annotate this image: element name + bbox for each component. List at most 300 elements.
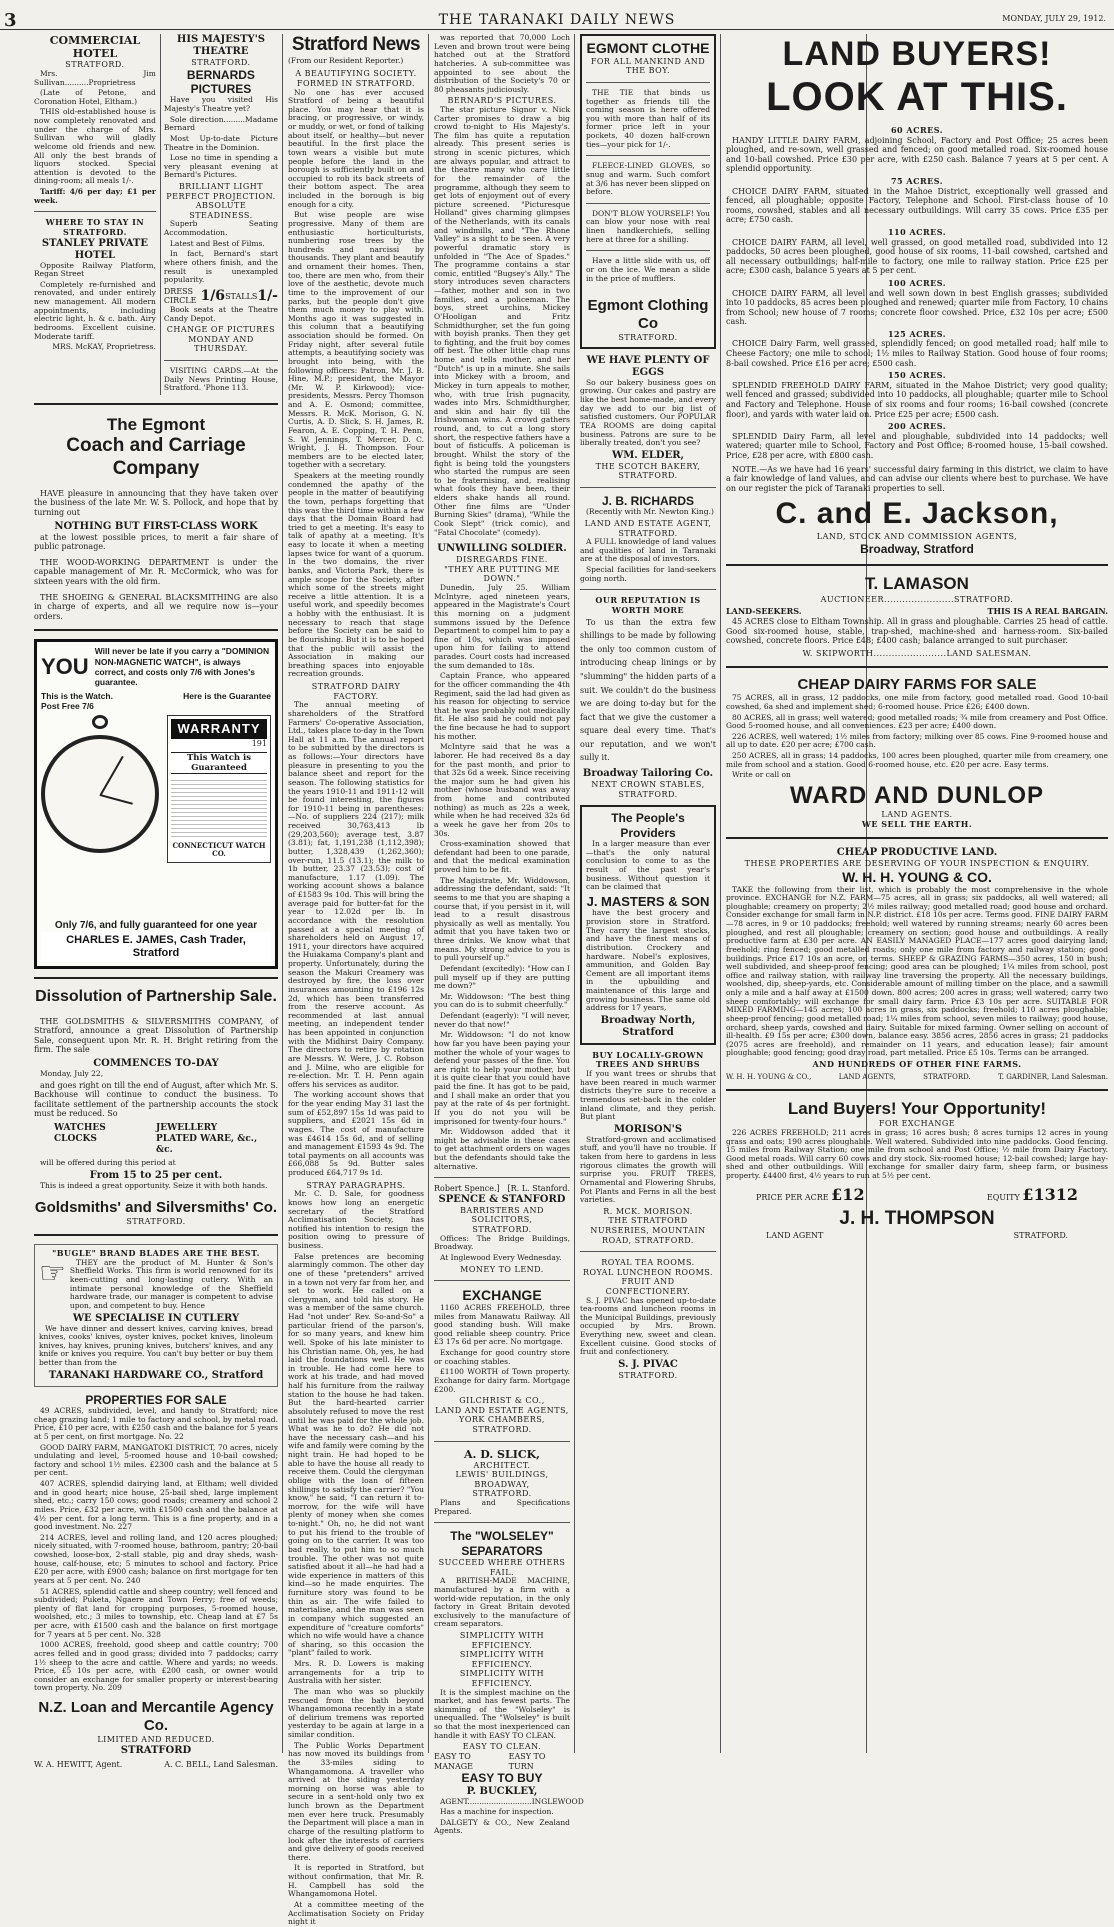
theatre-director: Sole direction.........Madame Bernard	[163, 114, 278, 133]
watch-tagline: Will never be late if you carry a "DOMINION NON-MAGNETIC WATCH", is always correct, and costs only 7/6 with Jones's guarantee.	[94, 646, 270, 687]
tailoring-ad	[580, 596, 716, 799]
trees-body: If you want trees or shrubs that have been reared in much warmer districts they're sure to receive a tremendous set-back in the colder inland climate, and they perish. But plant	[580, 1069, 716, 1122]
wolseley-succeed: SUCCEED WHERE OTHERS FAIL.	[438, 1558, 566, 1577]
newspaper-title: THE TARANAKI DAILY NEWS	[438, 12, 676, 28]
thompson-ad	[726, 1099, 1108, 1240]
thompson-place: STRATFORD.	[1013, 1230, 1068, 1240]
theatre-change: CHANGE OF PICTURES	[166, 325, 276, 335]
watch-price: Post Free 7/6	[41, 701, 94, 712]
thompson-footer	[766, 1231, 1068, 1241]
commercial-hotel-title: COMMERCIAL HOTEL	[49, 34, 141, 61]
loan-limited: LIMITED AND REDUCED.	[97, 1735, 215, 1745]
ward-sell: WE SELL THE EARTH.	[861, 818, 973, 829]
watch-heading	[41, 646, 271, 687]
lamason-sig: W. SKIPWORTH........................LAND SALESMAN.	[802, 648, 1032, 658]
productive-sub: THESE PROPERTIES ARE DESERVING OF YOUR INSPECTION & ENQUIRY.	[744, 859, 1090, 869]
equity-value: £1312	[1022, 1184, 1078, 1204]
razor-ad	[34, 1244, 278, 1386]
theatre-b3: ABSOLUTE STEADINESS.	[189, 201, 253, 220]
article-paragraph: Mrs. R. D. Lowers is making arrangements for a trip to Australia with her sister.	[288, 1659, 424, 1686]
warranty-banner: WARRANTY	[171, 719, 267, 739]
ward-dunlop-firm: WARD AND DUNLOP	[789, 781, 1045, 809]
coach-rest: at the lowest possible prices, to merit a fair share of public patronage.	[34, 532, 278, 552]
article-paragraph: was reported that 70,000 Loch Leven and brown trout were being hatched out at the Stratford hatcheries. A sub-committee was appointed to see about the distribution of the Society's 70 or 80 pheasants judiciously.	[434, 33, 570, 94]
tailoring-addr: NEXT CROWN STABLES,	[591, 780, 705, 790]
farm-heading: 150 ACRES.	[887, 370, 947, 381]
spence-at: At Inglewood Every Wednesday.	[440, 1252, 562, 1262]
column-1	[30, 34, 282, 1769]
wolseley-agent: P. BUCKLEY,	[466, 1785, 538, 1797]
clothe-company: Egmont Clothing Co	[587, 297, 709, 333]
wolseley-more: It is the simplest machine on the market, and has fewest parts. The skimming of the "Wolseley" is unequalled. The "Wolseley" is built so that the most inexperienced can handle it with EASY TO CLEAN.	[434, 1687, 570, 1740]
wolseley-buy: EASY TO BUY	[461, 1771, 543, 1786]
razor-title: "BUGLE" BRAND BLADES ARE THE BEST.	[52, 1248, 260, 1259]
item-clocks: CLOCKS	[54, 1133, 97, 1144]
farm-list	[726, 126, 1108, 461]
lamason-title: T. LAMASON	[865, 574, 969, 594]
page-number: 3	[4, 10, 17, 31]
clothe-ad	[580, 34, 716, 349]
providers-addr: Broadway North, Stratford	[600, 1014, 696, 1038]
razor-body-row	[39, 1255, 273, 1313]
warranty-company: CONNECTICUT WATCH CO.	[172, 841, 266, 859]
dissolution-title: Dissolution of Partnership Sale.	[35, 988, 277, 1006]
tea-l3: FRUIT AND CONFECTIONERY.	[605, 1277, 691, 1296]
hotel-place: STRATFORD.	[65, 60, 125, 70]
productive-hundreds: AND HUNDREDS OF OTHER FINE FARMS.	[812, 1059, 1022, 1070]
article-paragraph: Mr. Widdowson: "The best thing you can do is to submit cheerfully."	[434, 991, 570, 1010]
stanley-body: Completely re-furnished and renovated, and under entirely new management. All modern appointments, including electric light, h. & c. bath. Airy bedrooms. Excellent cuisine. Moderate tariff.	[34, 279, 156, 341]
theatre-prices	[164, 287, 278, 306]
dissolution-range: From 15 to 25 per cent.	[89, 1169, 223, 1181]
clothe-sub: FOR ALL MANKIND AND THE BOY.	[590, 56, 706, 76]
trees-title: BUY LOCALLY-GROWN TREES AND SHRUBS	[592, 1049, 704, 1070]
theatre-fact: In fact, Bernard's start where others finish, and the result is unexampled popularity.	[163, 249, 278, 285]
circle-label: DRESS CIRCLE	[163, 286, 197, 306]
lamason-ad	[726, 574, 1108, 658]
exchange-title: EXCHANGE	[462, 1287, 542, 1304]
razor-spec: WE SPECIALISE IN CUTLERY	[72, 1312, 240, 1324]
article-paragraph: The annual meeting of shareholders of the Stratford Farmers' Co-operative Association, Ltd., takes place to-day in the Town Hall at 11 a.m. The annual report to be submitted by the directors is as follows:—Your directors have pleasure in presenting to you the balance sheet and report for the season. The following statistics for the years 1910-11 and 1911-12 will be found interesting, the figures for 1910-11 being in parentheses:—No. of suppliers 224 (217); milk received 30,763,413 lb (29,203,560); average test, 3.87 (3.81); fat, 1,191,238 (1,112,398); butter, 1,328,439 (1,262,360); over-run, 11.5 (13.1); the milk to 1b butter, 23.37 (23.53); cost of manufacture, 1.17 (1.09). The working account shows a balance of £1583 9s 10d. This will bring the average paid for butter-fat for the year to 12.02d per lb. In accordance with the resolution passed at a special meeting of shareholders held on August 17, 1911, your directors have acquired the Huiakama Company's plant and property. Unfortunately, during the season the Makuri Creamery was destroyed by fire, the loss over insurances amounting to £196 12s 2d, which has been transferred from the reserve account. As recommended at last annual meeting, an independent tender has been appointed in conjunction with the Midhirst Dairy Company. The directors to retire by rotation are Messrs. W. Were, J. C. Robson and J. Milne, who are eligible for re-election. Mr. T. H. Penn again offers his services as auditor.	[288, 700, 424, 1089]
coach-title-1: The Egmont	[106, 414, 206, 434]
article-paragraph: The man who was so pluckily rescued from the bath beyond Whangamomona recently in a state of delirium tremens was reported yesterday to be again at large in a similar condition.	[288, 1686, 424, 1740]
headline-dairy-factory: STRATFORD DAIRY FACTORY.	[311, 682, 401, 701]
theatre-question: Have you visited His Majesty's Theatre yet?	[163, 95, 278, 113]
column-4	[430, 33, 584, 1836]
tea-place: STRATFORD.	[618, 1370, 678, 1380]
reputation-body: To us than the extra few shillings to be made by following the only too common custom of introducing cheap linings or by "slumming" the hidden parts of a suit. We couldn't do the business we are doing to-day but for the fact that we give the customer a square deal every time. That's our reputation, and we won't sully it.	[580, 617, 716, 763]
dissolution-great: This is indeed a great opportunity. Seize it with both hands.	[40, 1180, 268, 1190]
stanley-title: STANLEY PRIVATE HOTEL	[41, 237, 148, 261]
productive-sig: STRATFORD.	[923, 1072, 971, 1081]
headline-bernards: BERNARD'S PICTURES.	[447, 96, 557, 106]
column-rule	[720, 34, 721, 1753]
spence-offices: Offices: The Bridge Buildings, Broadway.	[434, 1233, 570, 1252]
dissolution-commences: COMMENCES TO-DAY	[93, 1057, 219, 1069]
dissolution-disc: will be offered during this period at	[40, 1158, 176, 1168]
warranty-text-lines	[171, 777, 267, 839]
farm-body: CHOICE DAIRY FARM, situated in the Mahoe District, exceptionally well grassed and fenced, all ploughable; opposite Factory, Telephone and School. First-class house of 10 rooms, cowshed, stables and all necessary outbuildings. Will carry 35 cows. Price £35 per acre; £750 cash.	[726, 186, 1108, 225]
article-paragraph: Defendant (eagerly): "I will never, never do that now!"	[434, 1011, 570, 1029]
loan-agency-firm: N.Z. Loan and Mercantile Agency Co.	[38, 1699, 274, 1735]
jackson-firm: C. and E. Jackson,	[775, 497, 1059, 531]
watch-ad	[34, 639, 278, 969]
theatre-days: MONDAY AND THURSDAY.	[188, 334, 254, 354]
spence-ad	[434, 1184, 570, 1274]
item-plated: PLATED WARE, &c., &c.	[156, 1133, 258, 1155]
article-paragraph: Mr. Widdowson: "I do not know how far you have been paying your mother the whole of your wages to defend your passes of the fine. You are right to help your mother, but it is quite clear that you could have paid the fine. It has got to be paid, and I shall make an order that you pay at the rate of 4s per fortnight. If you do not you will be imprisoned for twenty-four hours."	[434, 1030, 570, 1126]
tailoring-company: Broadway Tailoring Co.	[582, 768, 714, 780]
subhead-putting: "THEY ARE PUTTING ME DOWN."	[444, 564, 560, 584]
watch-only: Only 7/6, and fully guaranteed for one year	[54, 919, 258, 931]
eggs-sub: THE SCOTCH BAKERY,	[595, 461, 701, 471]
wolseley-title: The "WOLSELEY" SEPARATORS	[450, 1529, 554, 1558]
stanford-name: [R. L. Stanford.	[507, 1184, 570, 1194]
article-paragraph: McIntyre said that he was a laborer. He had received 8s a day for the past month, and prior to that 32s 6d a week. Since receiving the major sum he had given his mother (whose husband was away from home and contributed nothing) as much as 22s a week, while when he had received 32s 6d a week he gave her from 20s to 30s.	[434, 742, 570, 838]
coach-shoeing: THE SHOEING & GENERAL BLACKSMITHING are also in charge of experts, and all we require now is—your orders.	[34, 592, 278, 621]
richards-ad	[580, 494, 716, 583]
property-item: 51 ACRES, splendid cattle and sheep country; well fenced and subdivided; Puketa, Ngaere and Town Ferry; free of weeds; plenty of flat land for cropping purposes, 5-roomed house, woolshed, etc.; 3 miles to township, etc. Cheap land at £7 5s per acre, with £1500 cash and the balance on first mortgage for 7 years at 5 per cent. No. 328	[34, 1586, 278, 1639]
theatre-name: BERNARDS PICTURES	[186, 67, 255, 96]
theatre-place: STRATFORD.	[191, 58, 251, 67]
pointing-hand-icon: ☞	[39, 1255, 66, 1291]
razor-list: We have dinner and dessert knives, carving knives, bread knives, cooks' knives, oyster knives, pocket knives, linoleum knives, hay knives, pruning knives, butchers' knives, and any knife or knives you require. You can't buy better or buy them better than from the	[39, 1323, 273, 1367]
price-value: £12	[831, 1184, 865, 1204]
farm-heading: 110 ACRES.	[887, 226, 947, 237]
stanley-head: WHERE TO STAY IN STRATFORD.	[45, 217, 145, 237]
article-paragraph: False pretences are becoming alarmingly common. The other day one of these "pretenders" arrived in a town not very far from her, and set to work. He called on a clergyman, and told his story. He was a member of the same church. Had "not under' Rev. So-and-So" a particular friend of the parson's, for so many years, and knew him well. Spoke of his late minister to his Christian name. Oh, yes, he had laid the foundations well. He was in trouble. He had come here to work at his trade, and had moved half his furniture from the railway station to the house he had taken. But the hard-hearted carrier absolutely refused to move the rest until he was paid for the whole job. What was he to do? He did not have the necessary cash—and his wife and family were coming by the night train. He had hoped to be able to have the house all ready to receive them. Could the clergyman oblige with the loan of fifteen shillings to satisfy the carrier? "You know," he said, "I can return it to-morrow, for the wife will have plenty of money when she comes to-night." Oh, no, he did not want to put his friend to the trouble of going on to the carrier. It was too bad really, to put him to so much trouble. The other was not quite satisfied about it all—he had had a wide experience in matters of this kind—so he made enquiries. The furniture story was found to be thin as air. The wife failed to materialise, and the man was seen in company which suggested an expenditure of "creature comforts" which no wife would have a chance of sharing, so this occasion the "plant" failed to work.	[288, 1251, 424, 1658]
farm-heading: 100 ACRES.	[887, 277, 947, 288]
property-item: 49 ACRES, subdivided, level, and handy to Stratford; nice cheap grazing land; 1 mile to factory and school, by metal road. Price, £10 per acre, with £250 cash and the balance for 5 years at 5 per cent, on first mortgage. No. 22	[34, 1406, 278, 1441]
farm-body: CHOICE DAIRY FARM, all level and well sown down in best English grasses; subdivided into 10 paddocks, 85 acres been ploughed and renewed; quarter mile from Factory, 10 chains from School; new house of 7 rooms; concrete floor cowshed. Price, £32 10s per acre; £500 cash.	[726, 288, 1108, 327]
circle-price: 1/6	[200, 287, 226, 304]
jackson-addr: Broadway, Stratford	[860, 541, 974, 556]
wolseley-body: A BRITISH-MADE MACHINE, manufactured by a firm with a world-wide reputation, in the only factory in Great Britain devoted exclusively to the manufacture of cream separators.	[434, 1576, 570, 1629]
watch-seller: CHARLES E. JAMES, Cash Trader, Stratford	[41, 932, 271, 962]
farm-body: SPLENDID Dairy Farm, all level and ploughable, subdivided into 14 paddocks; well watered; quarter mile to School, Factory and Post Office; 8-roomed house, 15-bail cowshed. Price, £28 per acre, with £800 cash.	[726, 431, 1108, 460]
masters-firm: J. MASTERS & SON	[586, 893, 710, 909]
subhead-formed: FORMED IN STRATFORD.	[296, 79, 416, 89]
jackson-firm2: LAND, STOCK AND COMMISSION AGENTS,	[816, 532, 1018, 542]
trees-body2: Stratford-grown and acclimatised stuff, and you'll have no trouble. If taken from here to gardens in less rigorous climates the growth will surprise you. FRUIT TREES, Ornamental and Flowering Shrubs, Pot Plants and Ferns in all the best varieties.	[580, 1134, 716, 1205]
wolseley-easy	[434, 1752, 570, 1771]
clothe-tie: THE TIE that binds us together as friends till the coming season is here offered you with more than half of its former price left in your pockets, 40 dozen half-crown ties—your pick for 1/-.	[586, 87, 710, 149]
farm-heading: 125 ACRES.	[887, 328, 947, 339]
coach-nothing: NOTHING BUT FIRST-CLASS WORK	[54, 520, 258, 532]
equity	[987, 1185, 1078, 1204]
hotel-proprietress: Mrs. Jim Sullivan..........Proprietress	[34, 68, 156, 87]
stalls-label: STALLS	[225, 291, 258, 301]
exchange-place: STRATFORD.	[472, 1424, 532, 1434]
theatre-most: Most Up-to-date Picture Theatre in the Dominion.	[163, 133, 278, 152]
watch-image	[41, 715, 159, 862]
column-stratford-news	[284, 34, 428, 1927]
tea-l2: ROYAL LUNCHEON ROOMS.	[582, 1267, 714, 1277]
farm-heading: 200 ACRES.	[887, 421, 947, 432]
exchange-firm2: LAND AND ESTATE AGENTS,	[435, 1405, 569, 1415]
dissolution-place: STRATFORD.	[126, 1216, 186, 1226]
cheap-farms-ad	[726, 676, 1108, 829]
farm-heading: 60 ACRES.	[890, 125, 943, 135]
spence-place: STRATFORD.	[472, 1225, 532, 1235]
coach-title-2: Coach and Carriage Company	[66, 435, 246, 480]
razor-body: THEY are the product of M. Hunter & Son's Sheffield Works. This firm is world renowned for its keen-cutting and long-lasting cutlery. With an intimate personal knowledge of the Sheffield hardware trade, our manager is competent to advise upon, and competent to buy. Hence	[69, 1257, 273, 1310]
tea-body: S. J. PIVAC has opened up-to-date tea-rooms and luncheon rooms in the Municipal Buildings, previously occupied by Mrs. Brown. Everything new, sweet and clean. Excellent cuisine. Good stocks of fruit and confectionery.	[580, 1295, 716, 1357]
opportunity-body: 226 ACRES FREEHOLD; 211 acres in grass; 16 acres bush; 8 acres turnips 12 acres in young grass and oats; 190 acres ploughable. Well watered. Subdivided into nine paddocks. Good fencing. 15 miles from Railway Station; one mile from school and Post Office; ½ mile from Dairy Factory. Good metal roads. Will carry 60 cows and dry stock. Six-roomed house; 12-bail cowshed; large hay-shed and other outbuildings. Will exchange for smaller dairy farm, sheep farm, or business property. £4400 first, 4½ years to run at 5½ per cent.	[726, 1127, 1108, 1181]
issue-date: MONDAY, JULY 29, 1912.	[1002, 14, 1106, 23]
resident-reporter: (From our Resident Reporter.)	[288, 55, 404, 65]
coach-wood: THE WOOD-WORKING DEPARTMENT is under the capable management of Mr. R. McCormick, who was for sixteen years with the old firm.	[34, 557, 278, 586]
slick-place: STRATFORD.	[472, 1489, 532, 1499]
equity-label: EQUITY	[986, 1192, 1020, 1202]
eggs-title: WE HAVE PLENTY OF EGGS	[586, 354, 710, 378]
exchange-item: 1160 ACRES FREEHOLD, three miles from Manawatu Railway. All good standing bush. Will make good reliable sheep country. Price £3 17s 6d per acre. No mortgage.	[434, 1302, 570, 1347]
article-paragraph: Speakers at the meeting roundly condemned the apathy of the people in the matter of beautifying the town, perhaps forgetting that this was the third time within a few days that the Domain Board had tried to get a meeting. It's easy to talk of apathy at a meeting. It's easy to locate it when a meeting lapses twice for want of a quorum. In the two domains, the river banks, and Victoria Park, there is ample scope for the Society, after which some of the streets might receive a little attention. It is a useful work, and speedily becomes a hobby with the enthusiast. It is necessary to reach that stage before the Society can be said to be flourishing. But it is to be hoped that the public will assist the Association in making our breathing spaces into enjoyable recreation grounds.	[288, 471, 424, 679]
opportunity-prices	[756, 1185, 1078, 1204]
farm-body: CHOICE DAIRY FARM, all level, well grassed, on good metalled road, subdivided into 12 paddocks, 50 acres been ploughed, good house of six rooms, 11-bail cowshed, cartshed and all necessary outbuildings; half-mile to factory, one mile to railway station. Price £25 per acre; £300 cash, balance 5 years at 5 per cent.	[726, 237, 1108, 276]
price-per-acre	[756, 1185, 865, 1204]
article-paragraph: The star picture Signor v. Nick Carter promises to draw a big crowd to-night to His Majesty's. The film has quite a reputation already. This present series is strong in scenic pictures, which are always popular, and attract to the theatre many who care little for the remainder of the programme, although they seem to get lots of enjoyment out of every picture screened. "Picturesque Holland" gives charming glimpses of the Netherlands, with its canals and windmills, and "The Rhone Valley" is a sight to be seen. A very powerful dramatic story is unfolded in "The Ace of Spades." The programme contains a star comic, entitled "Bugsey's Ally." The story introduces seven characters—father, mother and son in two families, and a policeman. The boys, street urchins, Mickey O'Hooligan and Fritz Schmidthurgher, set the fun going with boyish pranks. Then they get to fighting, and the fruit boy comes off best. The other little chap runs home and tells mother, and her "Dutch" is up in a minute. She sails into Mickey with a broom, and Mickey in turn appeals to mother, who, with true Irish pugnacity, wades into Mrs. Schmidthurgher, and skin and hair fly till the Irishwoman wins. A crowd gathers round, and, to cut a long story short, the respective fathers have a bout of fisticuffs. A policeman is brought. Whilst the story of the fight is being told the youngsters who started the rumpus are seen to be fraternising, and, realising what fools they have been, their elders shake hands all round. Other fine films are "Under Burning Skies" (drama), "While the Cook Slept" (trick comic), and "Fatal Chocolate" (comedy).	[434, 104, 570, 537]
farm-heading: 75 ACRES.	[890, 175, 943, 186]
wolseley-mach: Has a machine for inspection.	[440, 1807, 554, 1817]
wolseley-s: SIMPLICITY WITH EFFICIENCY.	[459, 1650, 545, 1669]
tea-l1: ROYAL TEA ROOMS.	[601, 1258, 695, 1268]
guarantee-label: Here is the Guarantee	[183, 691, 271, 702]
property-title: PROPERTIES FOR SALE	[85, 1392, 227, 1407]
opportunity-sub: FOR EXCHANGE	[878, 1119, 956, 1129]
productive-sig: W. H. H. YOUNG & CO.,	[726, 1072, 812, 1081]
watch-labels	[41, 691, 271, 701]
farm-body: SPLENDID FREEHOLD DAIRY FARM, situated in the Mahoe District; very good quality; well fenced and grassed; subdivided into 10 paddocks, all ploughable; quarter mile to School and Factory and Telephone. House of six rooms and four rooms; 16-bail cowshed (concrete floor), and yards with water laid on. Price £25 per acre; £500 cash.	[726, 380, 1108, 419]
watch-crown-icon	[92, 715, 108, 729]
price-label: PRICE PER ACRE	[756, 1192, 829, 1202]
cheap-write: Write or call on	[732, 770, 791, 780]
article-paragraph: Captain France, who appeared for the officer commanding the 4th Regiment, said the lad had given as his reason for objecting to service that he was probably not medically fit. He also said he could not pay the fine because he had to support his mother.	[434, 671, 570, 741]
spence-name: Robert Spence.]	[434, 1184, 500, 1194]
dissolution-cont: and goes right on till the end of August, after which Mr. S. Backhouse will continue to conduct the business. To facilitate settlement of the partnership accounts the stock must be reduced. So	[34, 1080, 278, 1119]
loan-place: STRATFORD	[120, 1744, 192, 1756]
article-paragraph: Mr. C. D. Sale, for goodness knows how long an energetic secretary of the Stratford Acclimatisation Society, has notified his intention to resign the position owing to pressure of business.	[288, 1189, 424, 1251]
providers-body: In a larger measure than ever—that's the only natural conclusion to come to as the result of the past year's business. Without question it can be claimed that	[586, 839, 710, 892]
wolseley-ad	[434, 1529, 584, 1836]
trees-nursery: THE STRATFORD NURSERIES, MOUNTAIN ROAD, STRATFORD.	[590, 1216, 706, 1245]
clothe-blow: DON'T BLOW YOURSELF! You can blow your nose with real linen handkerchiefs, selling here at three for a shilling.	[586, 208, 710, 244]
theatre-book: Book seats at the Theatre Candy Depot.	[163, 304, 278, 323]
lamason-row	[726, 607, 1108, 617]
providers-ad	[580, 805, 716, 1045]
providers-body2: have the best grocery and provision store in Stratford. They carry the largest stocks, and have the finest means of distribution. Crockery and hardware. Nobel's explosives, ammunition, and Golden Bay Cement are all important items in the upbuilding and maintenance of this large and growing business. The same old address for 17 years,	[586, 908, 710, 1013]
productive-body: TAKE the following from their list, which is probably the most comprehensive in the whole province. EXCHANGE for N.Z. FARM—75 acres, all in grass; six paddocks, all well watered; all ploughable; creamery on property; 2½ miles railway; good metalled road; good house and orchard. Consider exchange for small farm in N.P. district. £18 10s per acre. Terms good. FINE DAIRY FARM—78 acres, in 9 or 10 paddocks; freehold; well watered by running streams; nearly 60 acres been ploughed, and rest all ploughable; creamery on section; good house and outbuildings. A really productive farm at £30 per acre. AN EASILY MANAGED PLACE—177 acres good dairying land; freehold; ring fenced; good metalled roads; only one mile from factory and railway station; good buildings. Price £17 10s an acre, on terms. SHEEP & GRAZING FARMS—350 acres, 150 in bush; well subdivided, and sheep-proof fencing; good area can be ploughed; 1¼ miles from school, post office and railway station, with railway line traversing the property. All the necessary buildings, woolshed, dip, sheep-yards, etc. Considerable amount of milling timber on the place, and a sawmill only a mile and a half away at £1500 down. 800 acres; 200 acres in grass; well watered; carry two sheep comfortably; will exchange for small dairy farm. Price £3 10s per acre. SUITABLE FOR MIXED FARMING—145 acres; 100 acres in grass, six paddocks; freehold; 110 acres ploughable; sheep-proof fencing; good metalled road; 1¼ miles from school, seven miles to railway; good house, orchard, sheep yards, cowshed and dairy. Suitable for mixed farming. Owner selling on account of ill-health. £9 15s per acre; £300 down, balance easy. 3856 acres, 2856 acres in grass; 21 paddocks (2075 acres are freehold), and remainder on 11 years, and education lease); fair amount ploughable; good fencing; good dray road, part metalled. Price £5 10s. Terms can be arranged.	[726, 884, 1108, 1058]
reputation-title: OUR REPUTATION IS WORTH MORE	[595, 595, 701, 615]
productive-title: CHEAP PRODUCTIVE LAND.	[836, 847, 998, 859]
productive-sig: T. GARDINER, Land Salesman.	[998, 1072, 1108, 1081]
tea-ad	[580, 1258, 716, 1380]
productive-ad	[726, 847, 1108, 1081]
headline-stray: STRAY PARAGRAPHS.	[306, 1180, 406, 1190]
wolseley-dalgety: DALGETY & CO., New Zealand Agents.	[434, 1817, 570, 1836]
land-buyers-title: LAND BUYERS!	[782, 35, 1052, 73]
wolseley-et: EASY TO TURN	[508, 1751, 546, 1771]
dissolution-items	[54, 1123, 258, 1155]
spence-title: SPENCE & STANFORD	[438, 1193, 566, 1205]
article-paragraph: The Magistrate, Mr. Widdowson, addressing the defendant, said: "It seems to me that you are shaping a course that, if you persist in it, will lead to a result disastrous physically as well as mentally. You admit that you have taken two or three drinks. We know what that means. My strong advice to you is to pull yourself up."	[434, 875, 570, 963]
lamason-ls: LAND-SEEKERS.	[726, 606, 802, 617]
richards-place: STRATFORD.	[618, 528, 678, 538]
article-paragraph: Mr. Widdowson added that it might be advisable in these cases to get attachment orders on wages but the defendants should take the alternative.	[434, 1127, 570, 1171]
slick-ad	[434, 1448, 570, 1517]
opportunity-title: Land Buyers! Your Opportunity!	[787, 1099, 1047, 1118]
agent-2: A. C. BELL, Land Salesman.	[164, 1759, 278, 1769]
property-item: 407 ACRES, splendid dairying land, at Eltham; well divided and in good heart; nice house, 25-bail shed, large implement shed, etc.; carry 150 cows; good roads; creamery and school 2 miles. Price, £32 per acre, with £1500 cash and the balance at 4½ per cent. for a long term. This is a fine property, and in a good investment. No. 227	[34, 1479, 278, 1532]
hotel-ads	[34, 34, 156, 395]
cheap-title: CHEAP DAIRY FARMS FOR SALE	[797, 676, 1037, 694]
watch-icon	[41, 735, 159, 853]
productive-sig: LAND AGENTS,	[838, 1072, 896, 1081]
spence-money: MONEY TO LEND.	[460, 1264, 544, 1274]
slick-plans: Plans and Specifications Prepared.	[434, 1498, 570, 1516]
article-paragraph: It is reported in Stratford, but without confirmation, that Mr. R. H. Campbell has sold the Whangamomona Hotel.	[288, 1863, 424, 1899]
column-rule	[282, 34, 283, 1753]
theatre-latest: Latest and Best of Films.	[169, 238, 265, 248]
lamason-bargain: THIS IS A REAL BARGAIN.	[987, 606, 1108, 617]
farm-body: CHOICE Dairy Farm, well grassed, splendidly fenced; on good metalled road; half mile to Cheese Factory; one mile to school; 1½ miles to Railway Station. Good house of four rooms; 8-bail cowshed. Price £16 per acre; £500 cash.	[726, 339, 1108, 368]
article-paragraph: But wise people are wise progressive. Many of them are enthusiastic horticulturists, numbering rose trees by the hundreds and narcissi by thousands. They plant and beautify and ornament their homes. Then, too, there are men who, from their love of the aesthetic, devote much time to the improvement of our parks, but the people don't give them much money to play with. Months ago it was suggested in this column that a beautifying association should be formed. On Friday night, after several futile attempts, a beautifying society was brought into being, with the following officers: Patron, Mr. J. B. Hine, M.P.; president, the Mayor (Mr. W. P. Kirkwood); vice-presidents, Messrs. Percy Thomson and A. E. Osmond; committee, Messrs. R. McK. Morison, G. N. Curtis, A. D. Slick, S. H. James, R. Fearon, A. E. Copping, T. H. Penn, S. W. Jennings, T. Mercer, D. C. Wright, J. H. Thompson. Four members are to be elected later, together with a secretary.	[288, 210, 424, 470]
slick-arch: ARCHITECT.	[473, 1460, 531, 1470]
theatre-title: HIS MAJESTY'S THEATRE	[176, 34, 265, 57]
theatre-lose: Lose no time in spending a very pleasant evening at Bernard's Pictures.	[163, 153, 278, 180]
masthead	[0, 0, 1114, 30]
stratford-news-title: Stratford News	[291, 34, 421, 55]
watch-footer	[41, 920, 271, 962]
top-ads-row	[34, 34, 278, 395]
watch-graphics	[41, 715, 271, 862]
stalls-price: 1/-	[257, 287, 278, 304]
eggs-name: WM. ELDER,	[611, 449, 684, 461]
column-rule	[574, 34, 575, 1753]
dissolution-ad	[34, 987, 278, 1226]
cheap-item: 250 ACRES, all in grass; 14 paddocks, 100 acres been ploughed, quarter mile from creamery, one mile from school and a station. Good 6-roomed house, etc. £20 per acre. Easy terms.	[726, 751, 1108, 769]
wolseley-em: EASY TO MANAGE	[434, 1751, 473, 1771]
warranty-year: 191	[251, 739, 267, 749]
clothe-place: STRATFORD.	[618, 333, 678, 343]
clothe-gloves: FLEECE-LINED GLOVES, so snug and warm. Such comfort at 3/6 has never been slipped on before.	[586, 161, 710, 197]
wolseley-ec: EASY TO CLEAN.	[462, 1742, 542, 1752]
watch-you: YOU	[41, 653, 89, 679]
slick-title: A. D. SLICK,	[464, 1447, 540, 1461]
wolseley-s: SIMPLICITY WITH EFFICIENCY.	[459, 1669, 545, 1689]
razor-firm: TARANAKI HARDWARE CO., Stratford	[48, 1369, 264, 1381]
property-item: 214 ACRES, level and rolling land, and 120 acres ploughed; nicely situated, with 7-roomed house, bathroom, pantry; 20-bail cowshed, loose-box, 2-stall stable, pig and dray sheds, wash-house, calf-house, etc; 5 minutes to school and factory. Price £20 per acre, with £900 cash; balance on first mortgage for ten years at 5 per cent. No. 240	[34, 1532, 278, 1585]
article-paragraph: The Public Works Department has now moved its buildings from the 33-miles siding to Whangamomona. A traveller who arrived at the siding yesterday morning on horse was able to secure in a sent-hold only two ex lunch brown as the Department men ever here truck. Presumably the Department will place a man in charge of the resulting platform to look after the interests of carriers and give delivery of goods received there.	[288, 1740, 424, 1862]
productive-sigs	[726, 1073, 1108, 1081]
eggs-place: STRATFORD.	[618, 471, 678, 481]
richards-spec: Special facilities for land-seekers going north.	[580, 565, 716, 583]
exchange-addr: YORK CHAMBERS,	[459, 1415, 545, 1425]
property-ad	[34, 1393, 278, 1770]
thompson-role: LAND AGENT	[766, 1230, 824, 1240]
property-item: GOOD DAIRY FARM, MANGATOKI DISTRICT, 70 acres, nicely undulating and level, 5-roomed house and 10-bail cowshed; factory and school 1½ miles. £2300 cash and the balance at 5 per cent.	[34, 1442, 278, 1478]
column-rule	[428, 34, 429, 1753]
tailoring-place: STRATFORD.	[618, 789, 678, 799]
wolseley-agent2: AGENT...........................INGLEWOOD	[440, 1796, 584, 1806]
exchange-ad	[434, 1287, 570, 1434]
column-5	[576, 34, 720, 1754]
theatre-b1: BRILLIANT LIGHT	[178, 182, 264, 191]
warranty-title: This Watch is Guaranteed	[171, 752, 267, 774]
exchange-item: Exchange for good country store or coaching stables.	[434, 1348, 570, 1366]
eggs-body: So our bakery business goes on growing. Our cakes and pastry are like the best home-made, and every day we add to our big list of satisfied customers. Our POPULAR TEA ROOMS are doing capital business. Patrons are sure to be liberally treated, don't you see?	[580, 377, 716, 448]
cheap-item: 75 ACRES, all in grass, 12 paddocks, one mile from factory, good metalled road. Good 10-bail cowshed, 6a shed and implement shed; 6-roomed house. Price £26; £400 down.	[726, 693, 1108, 711]
theatre-ad	[160, 34, 278, 395]
column-land	[722, 34, 1112, 1754]
spence-names	[434, 1184, 570, 1194]
agent-1: W. A. HEWITT, Agent.	[34, 1759, 123, 1769]
richards-body: A FULL knowledge of land values and qualities of land in Taranaki are at the disposal of investors.	[580, 537, 716, 564]
clothe-title: EGMONT CLOTHE	[586, 40, 710, 56]
coach-ad	[34, 415, 278, 622]
clothe-slide: Have a little slide with us, off or on the ice. We mean a slide in the price of mufflers.	[586, 256, 710, 283]
young-firm: W. H. H. YOUNG & CO.	[842, 868, 992, 885]
lamason-body: 45 ACRES close to Eltham Township. All in grass and ploughable. Carries 25 head of cattle. Good six-roomed house, stable, trap-shed, machine-shed and harness-room. Six-bailed cowshed, concrete floors. Price £48; £400 cash; balance arranged to suit purchaser.	[726, 616, 1108, 646]
tea-sig: S. J. PIVAC	[618, 1358, 678, 1370]
hotel-tariff: Tariff: 4/6 per day; £1 per week.	[34, 187, 156, 205]
richards-sub: (Recently with Mr. Newton King.)	[586, 507, 714, 517]
visiting-cards: VISITING CARDS.—At the Daily News Printing House, Stratford. 'Phone 113.	[163, 365, 278, 393]
lamason-role: AUCTIONEER.......................STRATFORD.	[820, 594, 1014, 604]
richards-role: LAND AND ESTATE AGENT,	[584, 519, 712, 529]
article-paragraph: The working account shows that for the year ending May 31 last the sum of £52,897 15s 1d was paid to suppliers, and £2021 15s 6d in wages. The cost of manufacture was £4614 15s 6d, and of selling and management £1593 4s 9d. The total payments on all accounts was £66,088 5s 9d. Butter sales produced £64,717 9s 1d.	[288, 1090, 424, 1178]
property-item: 1000 ACRES, freehold, good sheep and cattle country; 700 acres felled and in good grass; divided into 7 paddocks; carry 1½ sheep to the acre and cattle. Where and yards; no weeds. Price, £5 10s per acre, with £200 cash, or owner would consider an exchange for smaller property or interest-bearing town property. No. 209	[34, 1640, 278, 1693]
exchange-firm: GILCHRIST & CO.,	[459, 1396, 545, 1406]
trees-sig: R. MCK. MORISON.	[603, 1206, 693, 1216]
eggs-ad	[580, 355, 716, 481]
look-at-this-title: LOOK AT THIS.	[766, 75, 1068, 119]
subhead-fine: DISREGARDS FINE.	[456, 555, 548, 565]
trees-ad	[580, 1051, 716, 1245]
theatre-seat: Superb Seating Accommodation.	[163, 219, 278, 237]
stanley-sub: Opposite Railway Platform, Regan Street	[34, 260, 156, 279]
watch-label: This is the Watch.	[41, 691, 113, 702]
wolseley-s: SIMPLICITY WITH EFFICIENCY.	[459, 1631, 545, 1650]
hotel-late: (Late of Petone, and Coronation Hotel, Eltham.)	[34, 88, 156, 106]
article-paragraph: No one has ever accused Stratford of being a beautiful place. You may hear that it is bracing, or progressive, or windy, or muddy, or wet, or fond of talking about itself, or healthy—but never beautiful. In the first place the town wears a visible but mute people before the land in the borough is sufficiently built on and occupied to rob its back streets of their bottom aspect. The area included in the borough is big enough for a city.	[288, 87, 424, 209]
loan-agents	[34, 1760, 278, 1770]
thompson-firm: J. H. THOMPSON	[839, 1207, 995, 1229]
ward-sub: LAND AGENTS.	[881, 809, 953, 819]
cheap-item: 226 ACRES, well watered; 1½ miles from factory; milking over 85 cows. Fine 9-roomed house and all up to date. £20 per acre; £700 cash.	[726, 731, 1108, 750]
article-paragraph: Cross-examination showed that defendant had been to one parade, and that the medical examination proved him to be fit.	[434, 839, 570, 874]
coach-body: HAVE pleasure in announcing that they have taken over the business of the late Mr. W. S. Pollock, and hope that by turning out	[34, 488, 278, 518]
article-paragraph: At a committee meeting of the Acclimatisation Society on Friday night it	[288, 1899, 424, 1927]
theatre-b2: PERFECT PROJECTION.	[166, 191, 276, 201]
slick-addr: LEWIS' BUILDINGS, BROADWAY,	[455, 1470, 549, 1489]
dissolution-firm: Goldsmiths' and Silversmiths' Co.	[34, 1198, 278, 1216]
headline-unwilling-soldier: UNWILLING SOLDIER.	[437, 543, 567, 555]
exchange-item: £1100 WORTH of Town property. Exchange for dairy farm. Mortgage £200.	[434, 1367, 570, 1394]
dissolution-date: Monday, July 22,	[40, 1068, 104, 1078]
morisons-name: MORISON'S	[613, 1123, 683, 1135]
jackson-note: NOTE.—As we have had 16 years' successful dairy farming in this district, we claim to have a fair knowledge of land values, and can advise our clients where best to purchase. We have on our register the pick of Taranaki properties to sell.	[726, 464, 1108, 493]
article-paragraph: Dunedin, July 25. William McIntyre, aged nineteen years, appeared in the Magistrate's Court this morning on a judgment summons issued by the Defence Department to compel him to pay a fine of 10s, which was imposed upon him for failing to attend parades. Court costs had increased the sum demanded to 18s.	[434, 583, 570, 670]
farm-body: HANDY LITTLE DAIRY FARM, adjoining School, Factory and Post Office; 25 acres been ploughed, and re-sown, well grassed and fenced; on good metalled road. Six-roomed house and 10-bail cowshed. Price £30 per acre, with £250 cash. Balance 7 years at 5 per cent. A splendid opportunity.	[726, 135, 1108, 174]
cheap-item: 80 ACRES, all in grass; well watered; good metalled roads; ¾ mile from creamery and Post Office. Good 5-roomed house, and all conveniences. £23 per acre; £400 down.	[726, 712, 1108, 731]
providers-title: The People's Providers	[611, 811, 685, 840]
spence-sub: BARRISTERS AND SOLICITORS,	[460, 1205, 544, 1225]
article-paragraph: Defendant (excitedly): "How can I pull myself up if they are putting me down?"	[434, 963, 570, 991]
hotel-body: THIS old-established house is now completely renovated and under the charge of Mrs. Sullivan who will gladly welcome old friends and new. All only the best brands of liquors stocked. Special attention is devoted to the dining-room; all meals 1/-.	[34, 107, 156, 186]
richards-title: J. B. RICHARDS	[601, 494, 694, 509]
item-jewellery: JEWELLERY	[156, 1122, 218, 1133]
